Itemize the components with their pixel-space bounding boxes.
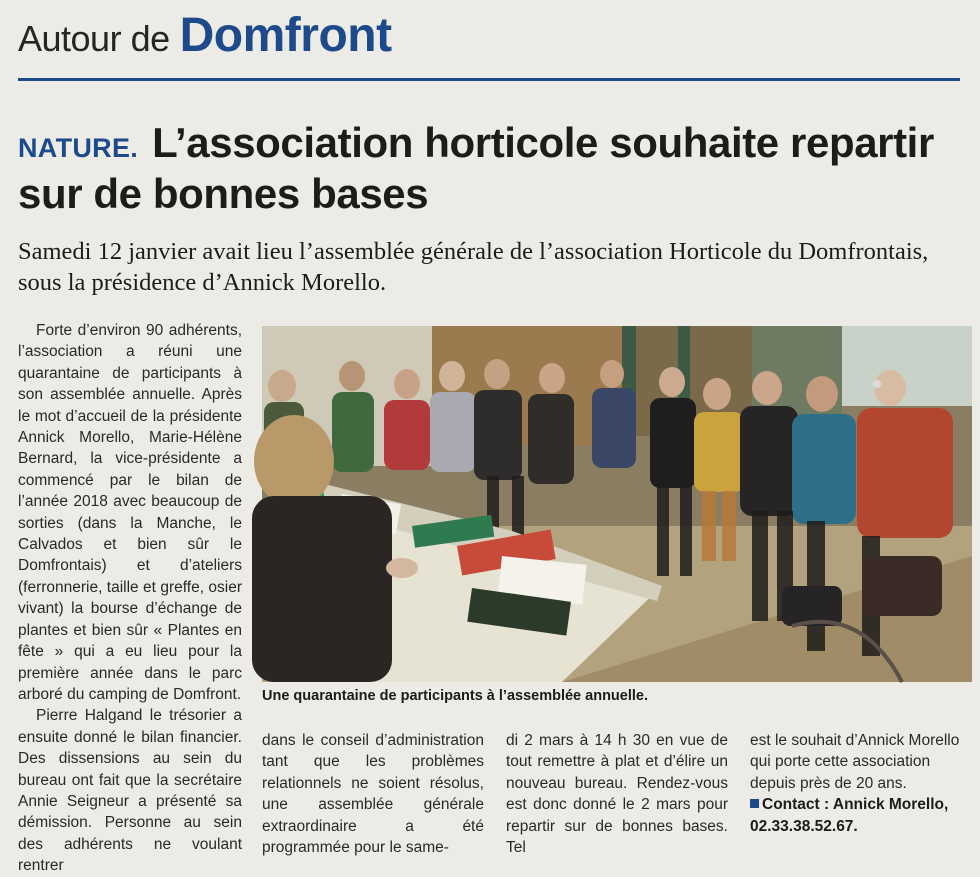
paragraph-3: dans le conseil d’administration tant que les problèmes relationnels ne soient résolus, une assemblée générale extraordinaire a été programmée pour le same- (262, 732, 484, 857)
text-column-4 (750, 730, 974, 837)
section-header (18, 8, 392, 70)
article-lead: Samedi 12 janvier avait lieu l’assemblée générale de l’association Horticole du Domfrontais, sous la présidence d’Annick Morello. (18, 238, 929, 296)
contact-text: Contact : Annick Morello, 02.33.38.52.67. (750, 796, 949, 835)
section-place: Domfront (179, 9, 392, 62)
headline-text: L’association horticole souhaite repartir sur de bonnes bases (18, 119, 934, 217)
paragraph-5: est le souhait d’Annick Morello qui porte cette association depuis près de 20 ans. (750, 732, 960, 792)
square-bullet-icon (750, 799, 759, 808)
paragraph-1: Forte d’environ 90 adhérents, l’association a réuni une quarantaine de participants à son assemblée annuelle. Après le mot d’accueil de la présidente Annick Morello, Marie-Hélène Bernard, la vice-présidente a commencé par le bilan de l’année 2018 avec beaucoup de sorties (dans la Manche, le Calvados et bien sûr le Domfrontais) et d’ateliers (ferronnerie, taille et greffe, osier vivant) la bourse d’échange de plantes et bien sûr « Plantes en fête » qui a eu lieu pour la première année dans le parc arboré du camping de Domfront. (18, 322, 242, 703)
text-column-1 (18, 320, 242, 877)
meeting-photo-illustration (262, 326, 972, 682)
photo-caption: Une quarantaine de participants à l’assemblée annuelle. (262, 688, 648, 704)
contact-line (750, 794, 974, 837)
text-column-2 (262, 730, 484, 858)
paragraph-4: di 2 mars à 14 h 30 en vue de tout remettre à plat et d’élire un nouveau bureau. Rendez-vous est donc donné le 2 mars pour repartir sur de bonnes bases. Tel (506, 732, 728, 857)
article-headline (18, 120, 963, 220)
text-column-3 (506, 730, 728, 858)
section-prefix: Autour de (18, 18, 170, 59)
article-kicker: NATURE. (18, 133, 139, 163)
paragraph-2: Pierre Halgand le trésorier a ensuite donné le bilan financier. Des dissensions au sein du bureau ont fait que la secrétaire Annie Seigneur a présenté sa démission. Personne au sein des adhérents ne voulant rentrer (18, 707, 242, 875)
header-rule (18, 78, 960, 81)
article-photo (262, 326, 972, 682)
